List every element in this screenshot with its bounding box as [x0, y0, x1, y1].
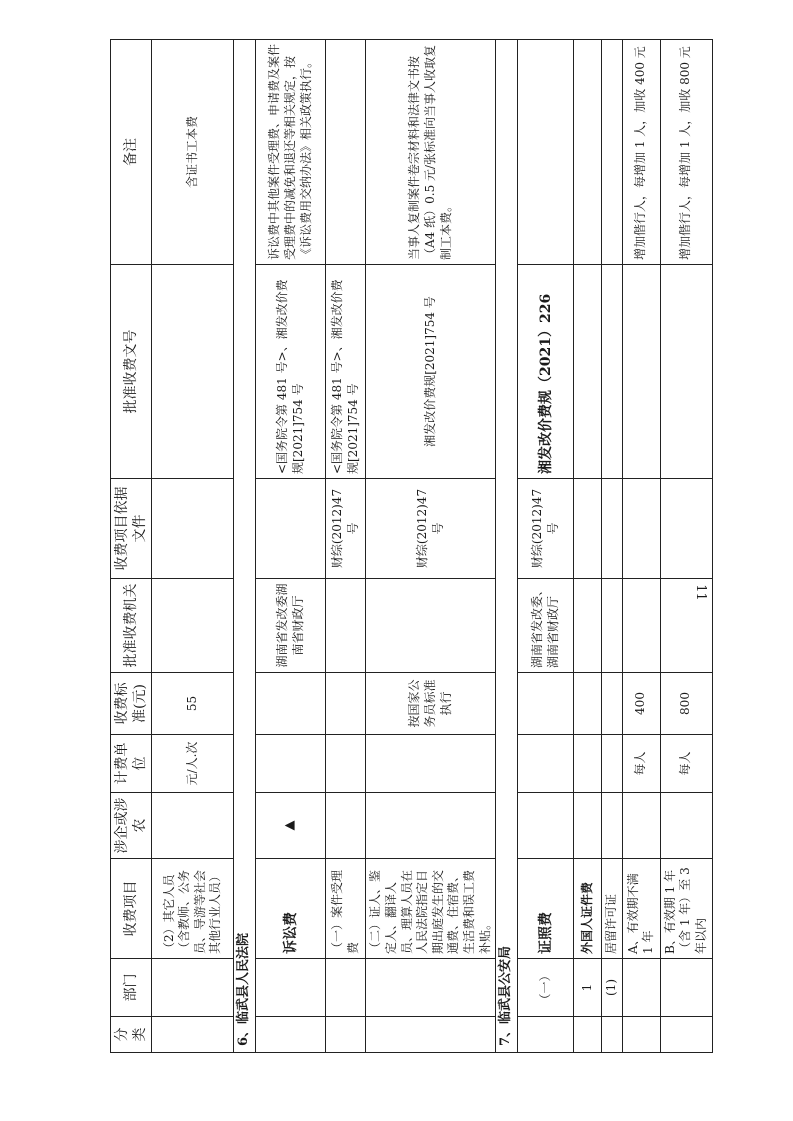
cell-fee-standard: 按国家公务员标准执行: [366, 673, 496, 735]
cell-enterprise-agri: [518, 793, 574, 859]
cell-approval-doc-number: [660, 265, 712, 479]
cell-billing-unit: [366, 735, 496, 793]
cell-approving-authority: 湖南省发改委、湖南省财政厅: [518, 579, 574, 673]
header-category: 分类: [111, 1017, 152, 1053]
cell-remarks: 增加偕行人，每增加 1 人，加收 400 元: [622, 40, 660, 265]
cell-enterprise-agri: [622, 793, 660, 859]
cell-category: [622, 1017, 660, 1053]
cell-approving-authority: [366, 579, 496, 673]
cell-remarks: [326, 40, 366, 265]
cell-department: （一）: [518, 959, 574, 1017]
cell-remarks: 当事人复制案件卷宗材料和法律文书按（A4 纸）0.5 元/张标准向当事人收取复制工本费。: [366, 40, 496, 265]
section-row: [234, 40, 256, 1053]
cell-enterprise-agri: [366, 793, 496, 859]
cell-billing-unit: [574, 735, 602, 793]
cell-approving-authority: 湖南省发改委湖南省财政厅: [256, 579, 326, 673]
cell-category: [660, 1017, 712, 1053]
cell-category: [326, 1017, 366, 1053]
table-header-row: [111, 40, 152, 1053]
cell-billing-unit: [326, 735, 366, 793]
cell-department: 1: [574, 959, 602, 1017]
cell-department: [256, 959, 326, 1017]
cell-enterprise-agri: [574, 793, 602, 859]
header-basis-document: 收费项目依据文件: [111, 479, 152, 579]
cell-approval-doc-number: 湘发改价费规（2021）226: [518, 265, 574, 479]
header-fee-item: 收费项目: [111, 859, 152, 959]
cell-approval-doc-number: <国务院令第 481 号>、湘发改价费规[2021]754 号: [256, 265, 326, 479]
cell-enterprise-agri: [660, 793, 712, 859]
table-row: [326, 40, 366, 1053]
cell-department: [366, 959, 496, 1017]
fee-table: [110, 39, 713, 1053]
cell-fee-standard: 800: [660, 673, 712, 735]
page-number: 11: [692, 584, 708, 601]
cell-remarks: [602, 40, 623, 265]
header-approving-authority: 批准收费机关: [111, 579, 152, 673]
cell-billing-unit: [602, 735, 623, 793]
header-fee-standard: 收费标准(元): [111, 673, 152, 735]
cell-billing-unit: 每人: [622, 735, 660, 793]
cell-fee-item: （二）证人、鉴定人、翻译人员、理算人员在人民法院指定日期出庭发生的交通费、住宿费、生活费和误工费补贴。: [366, 859, 496, 959]
cell-basis-document: 财综(2012)47 号: [366, 479, 496, 579]
cell-category: [256, 1017, 326, 1053]
cell-basis-document: [256, 479, 326, 579]
cell-approving-authority: [574, 579, 602, 673]
cell-fee-item: A、有效期不满 1 年: [622, 859, 660, 959]
cell-remarks: 增加偕行人，每增加 1 人，加收 800 元: [660, 40, 712, 265]
cell-department: [326, 959, 366, 1017]
cell-approval-doc-number: 湘发改价费规[2021]754 号: [366, 265, 496, 479]
table-row: [152, 40, 234, 1053]
cell-department: [622, 959, 660, 1017]
section-row: [496, 40, 518, 1053]
cell-fee-item: （一）案件受理费: [326, 859, 366, 959]
cell-approving-authority: [660, 579, 712, 673]
cell-basis-document: 财综(2012)47 号: [326, 479, 366, 579]
cell-fee-standard: [518, 673, 574, 735]
cell-approving-authority: [602, 579, 623, 673]
cell-remarks: [518, 40, 574, 265]
table-row: [574, 40, 602, 1053]
cell-basis-document: [660, 479, 712, 579]
cell-category: [518, 1017, 574, 1053]
cell-enterprise-agri: [602, 793, 623, 859]
header-billing-unit: 计费单位: [111, 735, 152, 793]
cell-category: [152, 1017, 234, 1053]
cell-billing-unit: 每人: [660, 735, 712, 793]
cell-fee-item: 居留许可证: [602, 859, 623, 959]
cell-basis-document: 财综(2012)47 号: [518, 479, 574, 579]
cell-approving-authority: [152, 579, 234, 673]
table-row: [622, 40, 660, 1053]
header-enterprise-agri: 涉企或涉农: [111, 793, 152, 859]
cell-category: [366, 1017, 496, 1053]
cell-approving-authority: [326, 579, 366, 673]
cell-enterprise-agri: ▲: [256, 793, 326, 859]
table-row: [518, 40, 574, 1053]
cell-billing-unit: 元/人.次: [152, 735, 234, 793]
cell-basis-document: [622, 479, 660, 579]
table-row: [602, 40, 623, 1053]
header-remarks: 备注: [111, 40, 152, 265]
section-label: 7、临武县公安局: [496, 40, 518, 1053]
table-row: [660, 40, 712, 1053]
cell-enterprise-agri: [326, 793, 366, 859]
cell-remarks: 含证书工本费: [152, 40, 234, 265]
cell-fee-item: 证照费: [518, 859, 574, 959]
cell-category: [602, 1017, 623, 1053]
cell-fee-standard: 400: [622, 673, 660, 735]
cell-approval-doc-number: [622, 265, 660, 479]
cell-approval-doc-number: <国务院令第 481 号>、湘发改价费规[2021]754 号: [326, 265, 366, 479]
cell-basis-document: [602, 479, 623, 579]
cell-billing-unit: [518, 735, 574, 793]
cell-approval-doc-number: [152, 265, 234, 479]
cell-billing-unit: [256, 735, 326, 793]
cell-fee-standard: 55: [152, 673, 234, 735]
cell-fee-standard: [602, 673, 623, 735]
cell-basis-document: [152, 479, 234, 579]
cell-enterprise-agri: [152, 793, 234, 859]
cell-fee-item: （2）其它人员（含教师、公务员、导游等社会其他行业人员）: [152, 859, 234, 959]
cell-remarks: 诉讼费中其他案件受理费、申请费及案件受理费中的减免和退还等相关规定，按《诉讼费用交纳办法》相关政策执行。: [256, 40, 326, 265]
cell-approving-authority: [622, 579, 660, 673]
cell-fee-standard: [326, 673, 366, 735]
cell-fee-item: 外国人证件费: [574, 859, 602, 959]
cell-remarks: [574, 40, 602, 265]
cell-department: [660, 959, 712, 1017]
cell-fee-item: B、有效期 1 年（含 1 年）至 3 年以内: [660, 859, 712, 959]
header-department: 部门: [111, 959, 152, 1017]
cell-basis-document: [574, 479, 602, 579]
cell-fee-standard: [256, 673, 326, 735]
section-label: 6、临武县人民法院: [234, 40, 256, 1053]
cell-approval-doc-number: [574, 265, 602, 479]
table-row: [256, 40, 326, 1053]
header-approval-doc-number: 批准收费文号: [111, 265, 152, 479]
cell-approval-doc-number: [602, 265, 623, 479]
table-row: [366, 40, 496, 1053]
cell-fee-standard: [574, 673, 602, 735]
cell-fee-item: 诉讼费: [256, 859, 326, 959]
cell-category: [574, 1017, 602, 1053]
cell-department: (1): [602, 959, 623, 1017]
cell-department: [152, 959, 234, 1017]
